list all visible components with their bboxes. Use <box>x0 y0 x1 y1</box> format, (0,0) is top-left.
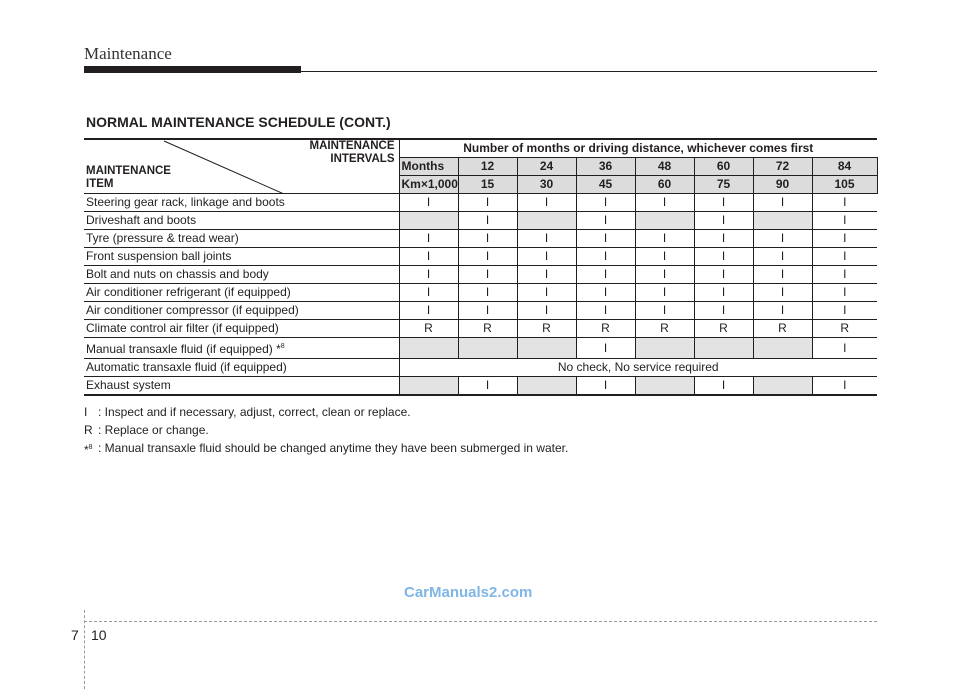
schedule-cell: I <box>458 230 517 248</box>
schedule-cell: R <box>694 320 753 338</box>
schedule-cell: I <box>694 212 753 230</box>
schedule-cell <box>635 212 694 230</box>
schedule-cell <box>458 338 517 359</box>
schedule-cell: I <box>399 194 458 212</box>
months-value: 72 <box>753 158 812 176</box>
schedule-cell: I <box>812 266 877 284</box>
table-row <box>84 194 877 212</box>
schedule-cell: R <box>635 320 694 338</box>
schedule-cell: I <box>812 338 877 359</box>
schedule-cell: I <box>812 284 877 302</box>
schedule-cell: I <box>458 194 517 212</box>
schedule-cell: I <box>399 266 458 284</box>
schedule-cell: I <box>576 194 635 212</box>
schedule-cell: I <box>576 302 635 320</box>
km-value: 30 <box>517 176 576 194</box>
schedule-cell: I <box>694 230 753 248</box>
schedule-cell: R <box>753 320 812 338</box>
schedule-cell: I <box>812 248 877 266</box>
header-rule <box>301 71 877 72</box>
schedule-cell <box>517 377 576 396</box>
schedule-cell: I <box>812 377 877 396</box>
schedule-cell: I <box>576 266 635 284</box>
table-row <box>84 212 877 230</box>
page-number: 10 <box>91 627 107 643</box>
schedule-cell: R <box>812 320 877 338</box>
schedule-cell: I <box>694 266 753 284</box>
schedule-cell: I <box>517 194 576 212</box>
schedule-cell: I <box>635 302 694 320</box>
km-label: Km×1,000 <box>399 176 458 194</box>
schedule-cell: I <box>694 377 753 396</box>
table-row <box>84 248 877 266</box>
schedule-cell: I <box>753 248 812 266</box>
schedule-cell: I <box>576 212 635 230</box>
schedule-cell: I <box>694 302 753 320</box>
schedule-cell: I <box>399 284 458 302</box>
footer-divider <box>84 610 85 689</box>
corner-label-item: MAINTENANCE ITEM <box>86 165 171 190</box>
months-value: 24 <box>517 158 576 176</box>
table-corner-header <box>84 139 399 194</box>
km-value: 15 <box>458 176 517 194</box>
footer-rule <box>84 621 877 622</box>
table-row <box>84 359 877 377</box>
schedule-cell: I <box>458 284 517 302</box>
watermark: CarManuals2.com <box>404 584 533 601</box>
maintenance-item-label: Steering gear rack, linkage and boots <box>84 194 399 212</box>
header-bar <box>84 66 301 73</box>
schedule-cell: I <box>517 248 576 266</box>
km-value: 75 <box>694 176 753 194</box>
schedule-cell: R <box>399 320 458 338</box>
schedule-cell: I <box>753 230 812 248</box>
maintenance-item-label: Tyre (pressure & tread wear) <box>84 230 399 248</box>
table-row <box>84 266 877 284</box>
chapter-number: 7 <box>71 627 79 643</box>
table-row <box>84 302 877 320</box>
km-value: 60 <box>635 176 694 194</box>
maintenance-schedule-table <box>84 138 877 396</box>
schedule-cell <box>753 377 812 396</box>
schedule-cell: I <box>635 230 694 248</box>
months-label: Months <box>399 158 458 176</box>
schedule-cell: I <box>635 266 694 284</box>
schedule-cell: R <box>576 320 635 338</box>
maintenance-item-label: Automatic transaxle fluid (if equipped) <box>84 359 399 377</box>
schedule-cell: I <box>399 302 458 320</box>
maintenance-item-label: Air conditioner refrigerant (if equipped) <box>84 284 399 302</box>
schedule-cell: I <box>576 338 635 359</box>
schedule-cell <box>753 338 812 359</box>
months-value: 36 <box>576 158 635 176</box>
schedule-cell: I <box>517 266 576 284</box>
maintenance-item-label: Manual transaxle fluid (if equipped) *$^8$ <box>84 338 399 359</box>
table-row <box>84 320 877 338</box>
schedule-cell: I <box>458 248 517 266</box>
schedule-cell: I <box>399 230 458 248</box>
schedule-cell: I <box>812 302 877 320</box>
schedule-cell: I <box>635 194 694 212</box>
months-value: 60 <box>694 158 753 176</box>
no-service-note: No check, No service required <box>399 359 877 377</box>
schedule-cell: I <box>753 266 812 284</box>
schedule-cell: I <box>694 248 753 266</box>
schedule-cell: I <box>576 248 635 266</box>
km-value: 90 <box>753 176 812 194</box>
maintenance-item-label: Air conditioner compressor (if equipped) <box>84 302 399 320</box>
interval-span-header: Number of months or driving distance, whichever comes first <box>399 139 877 158</box>
schedule-cell: I <box>458 377 517 396</box>
months-value: 12 <box>458 158 517 176</box>
table-row <box>84 230 877 248</box>
schedule-cell: I <box>576 230 635 248</box>
page-header-title: Maintenance <box>84 44 172 63</box>
maintenance-item-label: Driveshaft and boots <box>84 212 399 230</box>
schedule-cell: I <box>458 266 517 284</box>
maintenance-item-label: Exhaust system <box>84 377 399 396</box>
schedule-cell: I <box>458 212 517 230</box>
schedule-cell <box>517 212 576 230</box>
section-title: NORMAL MAINTENANCE SCHEDULE (CONT.) <box>86 114 391 130</box>
months-value: 84 <box>812 158 877 176</box>
maintenance-item-label: Front suspension ball joints <box>84 248 399 266</box>
table-row <box>84 284 877 302</box>
schedule-cell: I <box>812 194 877 212</box>
maintenance-item-label: Bolt and nuts on chassis and body <box>84 266 399 284</box>
schedule-cell: I <box>399 248 458 266</box>
schedule-cell: I <box>694 194 753 212</box>
schedule-cell <box>517 338 576 359</box>
schedule-cell: I <box>753 284 812 302</box>
schedule-cell: I <box>753 302 812 320</box>
schedule-cell <box>635 377 694 396</box>
schedule-cell: I <box>576 284 635 302</box>
schedule-cell: I <box>694 284 753 302</box>
schedule-cell <box>635 338 694 359</box>
schedule-cell <box>753 212 812 230</box>
corner-label-intervals: MAINTENANCE INTERVALS <box>309 140 395 165</box>
schedule-cell: I <box>753 194 812 212</box>
schedule-cell: I <box>635 284 694 302</box>
km-value: 105 <box>812 176 877 194</box>
schedule-cell: I <box>812 212 877 230</box>
months-value: 48 <box>635 158 694 176</box>
schedule-cell: I <box>517 230 576 248</box>
schedule-cell: I <box>576 377 635 396</box>
schedule-cell: I <box>635 248 694 266</box>
schedule-cell <box>399 377 458 396</box>
schedule-cell <box>694 338 753 359</box>
schedule-cell: R <box>458 320 517 338</box>
schedule-cell <box>399 338 458 359</box>
table-row <box>84 377 877 396</box>
table-row <box>84 338 877 359</box>
km-value: 45 <box>576 176 635 194</box>
schedule-cell <box>399 212 458 230</box>
schedule-cell: I <box>458 302 517 320</box>
schedule-cell: R <box>517 320 576 338</box>
schedule-cell: I <box>517 302 576 320</box>
schedule-cell: I <box>517 284 576 302</box>
schedule-cell: I <box>812 230 877 248</box>
maintenance-item-label: Climate control air filter (if equipped) <box>84 320 399 338</box>
